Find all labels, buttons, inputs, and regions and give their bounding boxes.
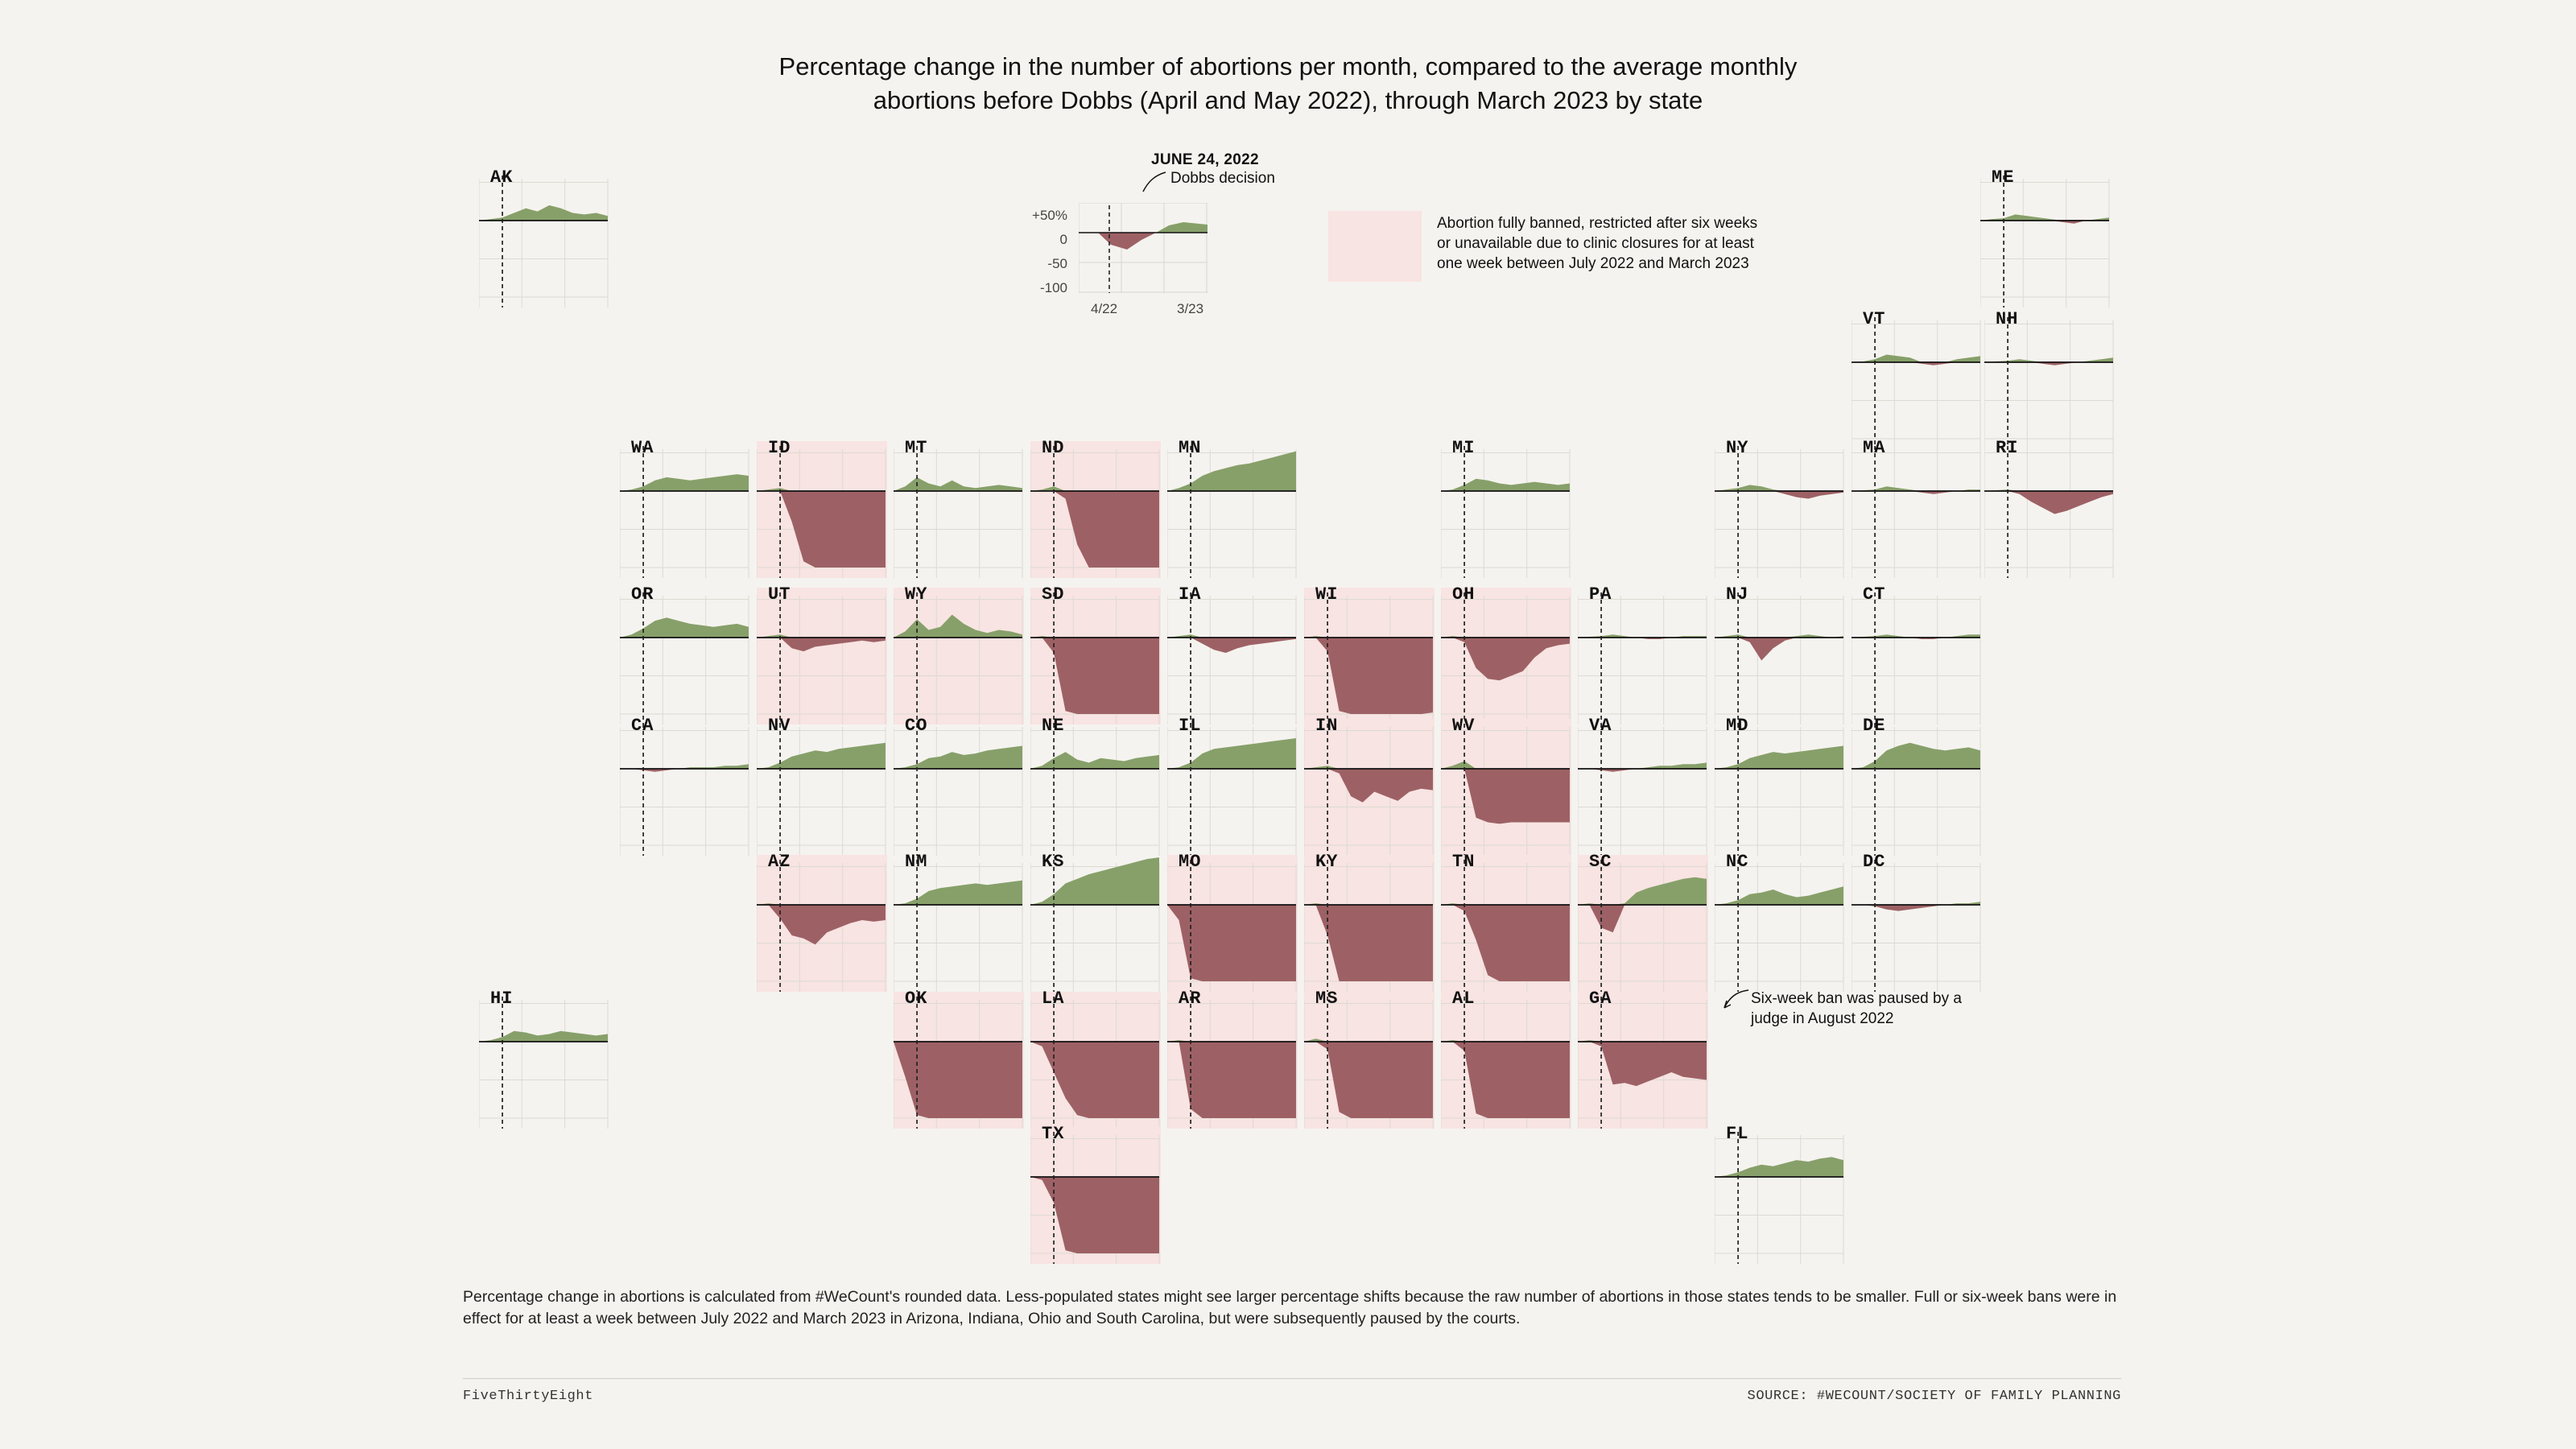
state-chart-ny [1715,441,1845,578]
state-panel-ut[interactable] [757,584,887,724]
state-chart-nj [1715,588,1845,724]
state-label-ne: NE [1042,716,1065,736]
state-label-sd: SD [1042,584,1065,605]
state-label-tx: TX [1042,1124,1065,1144]
state-label-id: ID [768,438,791,458]
state-label-nm: NM [905,852,928,872]
state-panel-nc[interactable] [1715,852,1845,992]
state-label-ga: GA [1589,989,1612,1009]
state-panel-nm[interactable] [894,852,1024,992]
state-panel-ct[interactable] [1852,584,1982,724]
state-panel-wv[interactable] [1441,716,1571,856]
key-ytick-2: -50 [1047,256,1067,271]
state-label-il: IL [1179,716,1202,736]
state-panel-az[interactable] [757,852,887,992]
state-chart-fl [1715,1127,1845,1264]
state-panel-mn[interactable] [1167,438,1298,578]
state-chart-hi [479,992,609,1129]
state-panel-de[interactable] [1852,716,1982,856]
state-panel-nh[interactable] [1984,309,2115,449]
state-label-wy: WY [905,584,928,605]
state-chart-id [757,441,887,578]
source-label: SOURCE: #WECOUNT/SOCIETY OF FAMILY PLANNING [1747,1389,2121,1404]
page-title [0,50,2576,118]
state-chart-sd [1030,588,1161,724]
legend-swatch-banned [1328,211,1422,282]
annotation-dobbs-pointer [1130,169,1170,196]
state-panel-ma[interactable] [1852,438,1982,578]
state-panel-nd[interactable] [1030,438,1161,578]
state-panel-nv[interactable] [757,716,887,856]
state-panel-me[interactable] [1980,167,2111,308]
state-chart-or [620,588,750,724]
state-panel-mo[interactable] [1167,852,1298,992]
state-chart-mi [1441,441,1571,578]
state-panel-tx[interactable] [1030,1124,1161,1264]
state-panel-oh[interactable] [1441,584,1571,724]
state-label-ok: OK [905,989,928,1009]
state-panel-sd[interactable] [1030,584,1161,724]
state-panel-wy[interactable] [894,584,1024,724]
state-label-mt: MT [905,438,928,458]
state-label-ar: AR [1179,989,1202,1009]
state-chart-ar [1167,992,1298,1129]
key-ytick-1: 0 [1059,232,1067,247]
state-label-nj: NJ [1726,584,1749,605]
state-chart-mo [1167,855,1298,992]
state-label-nc: NC [1726,852,1749,872]
state-panel-ok[interactable] [894,989,1024,1129]
state-chart-il [1167,719,1298,856]
state-panel-ga[interactable] [1578,989,1708,1129]
state-chart-pa [1578,588,1708,724]
state-chart-tx [1030,1127,1161,1264]
state-panel-ky[interactable] [1304,852,1435,992]
state-panel-hi[interactable] [479,989,609,1129]
state-panel-wa[interactable] [620,438,750,578]
state-label-vt: VT [1863,309,1886,329]
state-panel-ks[interactable] [1030,852,1161,992]
state-chart-sc [1578,855,1708,992]
state-label-ia: IA [1179,584,1202,605]
key-xtick-end: 3/23 [1177,301,1204,316]
state-panel-ne[interactable] [1030,716,1161,856]
state-chart-az [757,855,887,992]
state-chart-md [1715,719,1845,856]
state-label-mo: MO [1179,852,1202,872]
state-label-ak: AK [490,167,514,188]
state-chart-nc [1715,855,1845,992]
state-panel-ri[interactable] [1984,438,2115,578]
state-label-ct: CT [1863,584,1886,605]
state-label-in: IN [1315,716,1339,736]
state-panel-md[interactable] [1715,716,1845,856]
key-dobbs-label: Dobbs decision [1170,170,1275,187]
state-chart-vt [1852,312,1982,449]
state-label-la: LA [1042,989,1065,1009]
state-panel-al[interactable] [1441,989,1571,1129]
state-label-ut: UT [768,584,791,605]
state-label-me: ME [1992,167,2015,188]
state-chart-ia [1167,588,1298,724]
state-chart-ca [620,719,750,856]
state-label-sc: SC [1589,852,1612,872]
state-label-ca: CA [631,716,654,736]
annotation-ga-note: Six-week ban was paused by a judge in August 2022 [1751,990,1962,1027]
brand-label: FiveThirtyEight [463,1389,594,1404]
state-panel-ia[interactable] [1167,584,1298,724]
state-label-az: AZ [768,852,791,872]
state-chart-ok [894,992,1024,1129]
title-line-1: Percentage change in the number of abortions per month, compared to the average monthly [778,52,1798,80]
state-panel-ak[interactable] [479,167,609,308]
state-panel-sc[interactable] [1578,852,1708,992]
state-chart-al [1441,992,1571,1129]
state-chart-in [1304,719,1435,856]
state-chart-ga [1578,992,1708,1129]
state-label-va: VA [1589,716,1612,736]
state-chart-wy [894,588,1024,724]
title-line-2: abortions before Dobbs (April and May 2022), through March 2023 by state [873,86,1703,114]
state-label-wv: WV [1452,716,1476,736]
state-chart-nh [1984,312,2115,449]
state-chart-de [1852,719,1982,856]
state-label-nd: ND [1042,438,1065,458]
state-panel-dc[interactable] [1852,852,1982,992]
state-chart-ks [1030,855,1161,992]
state-label-ks: KS [1042,852,1065,872]
state-panel-nj[interactable] [1715,584,1845,724]
state-panel-mi[interactable] [1441,438,1571,578]
state-label-de: DE [1863,716,1886,736]
state-label-wa: WA [631,438,654,458]
key-dobbs-date: JUNE 24, 2022 [1151,151,1259,168]
state-chart-nv [757,719,887,856]
state-panel-id[interactable] [757,438,887,578]
state-label-mn: MN [1179,438,1202,458]
state-panel-tn[interactable] [1441,852,1571,992]
state-chart-oh [1441,588,1571,724]
state-panel-mt[interactable] [894,438,1024,578]
state-chart-ut [757,588,887,724]
state-chart-nd [1030,441,1161,578]
state-panel-la[interactable] [1030,989,1161,1129]
state-label-tn: TN [1452,852,1476,872]
state-label-or: OR [631,584,654,605]
state-panel-ca[interactable] [620,716,750,856]
state-chart-ri [1984,441,2115,578]
state-label-ri: RI [1996,438,2019,458]
state-chart-wv [1441,719,1571,856]
state-label-co: CO [905,716,928,736]
state-chart-la [1030,992,1161,1129]
key-ytick-3: -100 [1039,280,1067,295]
state-label-md: MD [1726,716,1749,736]
state-chart-me [1980,171,2111,308]
state-label-wi: WI [1315,584,1339,605]
state-label-mi: MI [1452,438,1476,458]
state-panel-ny[interactable] [1715,438,1845,578]
state-label-ms: MS [1315,989,1339,1009]
state-label-nh: NH [1996,309,2019,329]
state-panel-wi[interactable] [1304,584,1435,724]
state-panel-or[interactable] [620,584,750,724]
footer-divider [463,1378,2121,1379]
footnote: Percentage change in abortions is calculated from #WeCount's rounded data. Less-populated states might see larger percentage shifts because the raw number of abortions in those states tends to be smaller. Full or six-week bans were in effect for at least a week between July 2022 and March 2023 in Arizona, Indiana, Ohio and South Carolina, but were subsequently paused by the courts. [463,1288,2117,1327]
state-label-pa: PA [1589,584,1612,605]
state-panel-pa[interactable] [1578,584,1708,724]
state-panel-co[interactable] [894,716,1024,856]
state-label-dc: DC [1863,852,1886,872]
key-xtick-start: 4/22 [1091,301,1118,316]
state-chart-mn [1167,441,1298,578]
legend-text-banned: Abortion fully banned, restricted after six weeks or unavailable due to clinic closures for at least one week between July 2022 and March 2023 [1437,215,1758,272]
state-label-fl: FL [1726,1124,1749,1144]
state-chart-mt [894,441,1024,578]
state-panel-vt[interactable] [1852,309,1982,449]
key-example-svg [1079,203,1208,293]
state-label-ky: KY [1315,852,1339,872]
state-chart-wa [620,441,750,578]
state-chart-ak [479,171,609,308]
state-chart-ne [1030,719,1161,856]
state-panel-ar[interactable] [1167,989,1298,1129]
state-chart-nm [894,855,1024,992]
state-panel-il[interactable] [1167,716,1298,856]
state-panel-va[interactable] [1578,716,1708,856]
state-label-ma: MA [1863,438,1886,458]
state-chart-wi [1304,588,1435,724]
state-panel-fl[interactable] [1715,1124,1845,1264]
state-chart-co [894,719,1024,856]
state-label-al: AL [1452,989,1476,1009]
state-chart-ky [1304,855,1435,992]
state-label-hi: HI [490,989,514,1009]
state-label-oh: OH [1452,584,1476,605]
state-panel-in[interactable] [1304,716,1435,856]
state-chart-va [1578,719,1708,856]
state-chart-ct [1852,588,1982,724]
state-panel-ms[interactable] [1304,989,1435,1129]
state-label-nv: NV [768,716,791,736]
state-label-ny: NY [1726,438,1749,458]
state-chart-tn [1441,855,1571,992]
state-chart-ma [1852,441,1982,578]
state-chart-ms [1304,992,1435,1129]
key-example-chart [1079,203,1208,293]
key-ytick-0: +50% [1032,208,1067,223]
state-chart-dc [1852,855,1982,992]
